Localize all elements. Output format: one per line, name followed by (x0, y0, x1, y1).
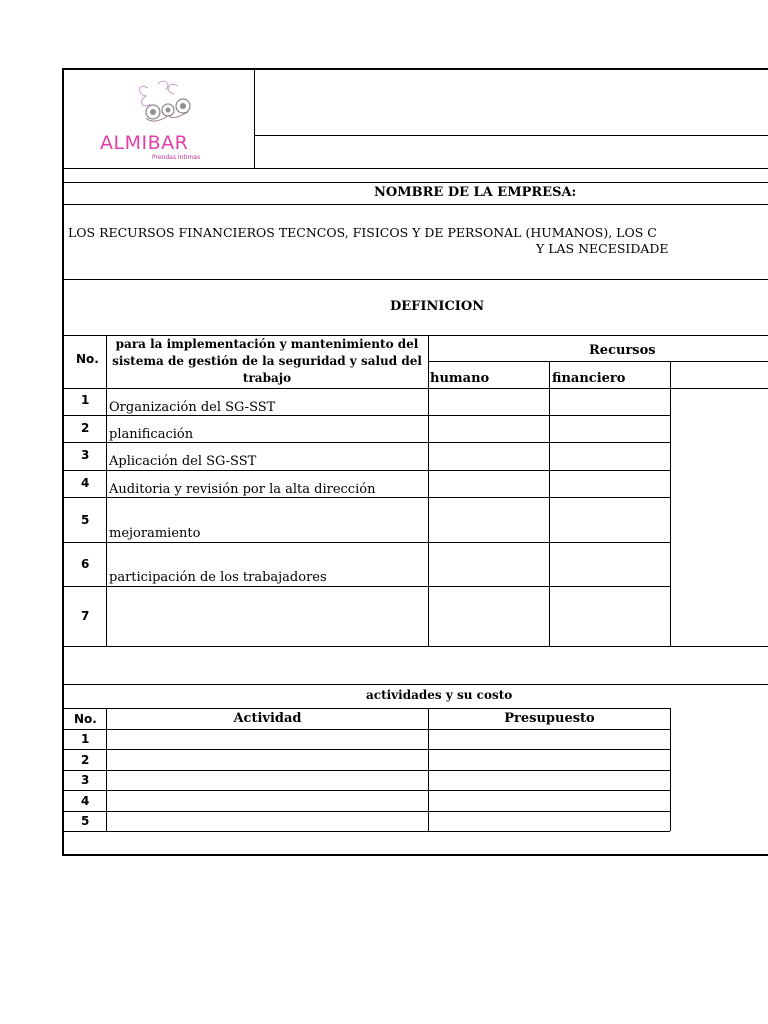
activities-col-no: No. (74, 712, 97, 726)
list-item: Aplicación del SG-SST (109, 454, 257, 469)
activities-col-actividad: Actividad (233, 711, 302, 726)
logo-brand: ALMIBAR (100, 132, 189, 154)
list-item: participación de los trabajadores (109, 570, 327, 585)
list-item: planificación (109, 427, 194, 442)
resources-col-no: No. (76, 352, 99, 366)
logo-tagline: Prendas Íntimas (152, 154, 201, 161)
resources-col-humano: humano (430, 371, 490, 386)
table-row: 5 (81, 814, 90, 828)
list-item: Auditoria y revisión por la alta dirección (109, 482, 376, 497)
table-row: 4 (81, 476, 90, 490)
flower-logo-icon (108, 80, 218, 130)
resources-col-desc-line2: sistema de gestión de la seguridad y salud del (112, 354, 422, 368)
logo (94, 80, 224, 160)
table-row: 1 (81, 732, 90, 746)
table-row: 3 (81, 773, 90, 787)
activities-title: actividades y su costo (366, 688, 513, 702)
table-row: 2 (81, 421, 90, 435)
intro-text-line1: LOS RECURSOS FINANCIEROS TECNCOS, FISICOS Y DE PERSONAL (HUMANOS), LOS C (68, 225, 657, 240)
company-name-label: NOMBRE DE LA EMPRESA: (374, 185, 577, 200)
list-item: mejoramiento (109, 526, 201, 541)
table-row: 7 (81, 609, 90, 623)
intro-text-line2: Y LAS NECESIDADE (536, 241, 669, 256)
table-row: 4 (81, 794, 90, 808)
activities-col-presupuesto: Presupuesto (504, 711, 595, 726)
table-row: 6 (81, 557, 90, 571)
resources-col-recursos: Recursos (589, 343, 656, 358)
table-row: 2 (81, 753, 90, 767)
table-row: 1 (81, 393, 90, 407)
table-row: 5 (81, 513, 90, 527)
definition-label: DEFINICION (390, 299, 485, 314)
resources-col-desc-line3: trabajo (242, 371, 292, 385)
table-row: 3 (81, 448, 90, 462)
resources-col-desc-line1: para la implementación y mantenimiento del (115, 337, 419, 351)
list-item: Organización del SG-SST (109, 400, 276, 415)
form-sheet (62, 68, 768, 856)
resources-col-financiero: financiero (552, 371, 626, 386)
